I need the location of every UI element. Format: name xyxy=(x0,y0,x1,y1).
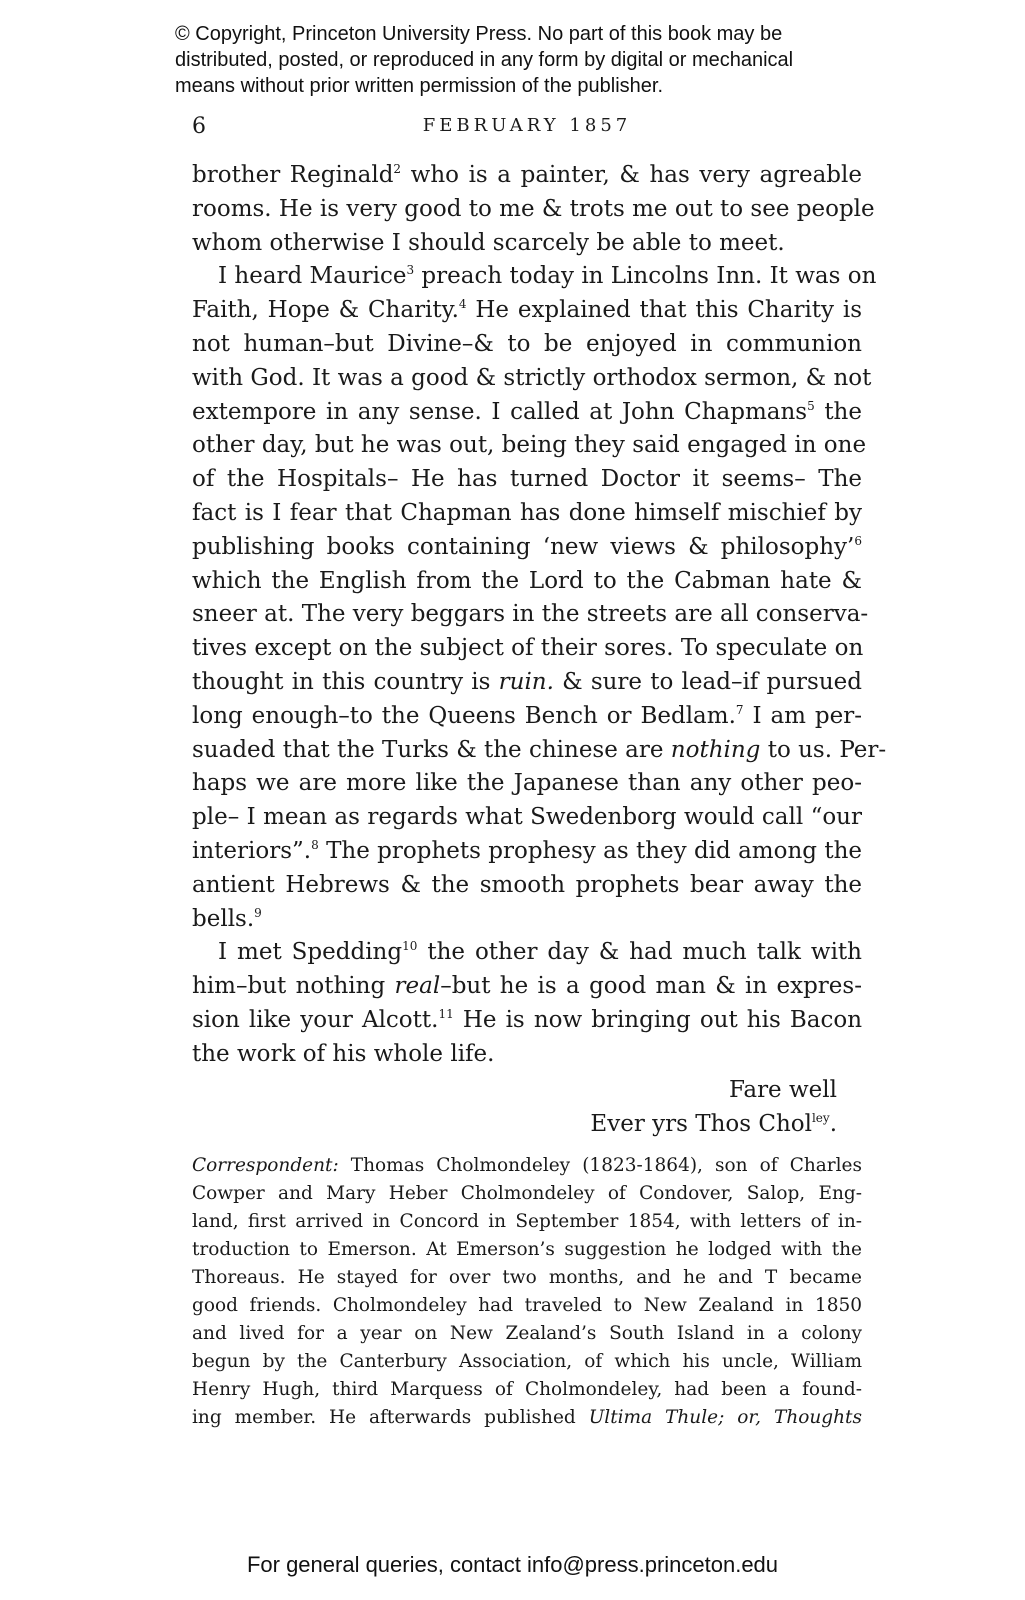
footnote-ref: 7 xyxy=(735,702,744,717)
text-line: which the English from the Lord to the Cabman hate & xyxy=(192,567,862,594)
footnote-ref: 8 xyxy=(311,837,319,852)
copyright-line: means without prior written permission of the publisher. xyxy=(175,75,664,97)
running-title: FEBRUARY 1857 xyxy=(422,115,632,136)
contact-footer: For general queries, contact info@press.princeton.edu xyxy=(246,1552,779,1577)
farewell: Fare well xyxy=(728,1077,837,1103)
text-line: I met Spedding$^{10}$ the other day & had much talk with xyxy=(218,939,862,966)
note-line: begun by the Canterbury Association, of which his uncle, William xyxy=(192,1351,862,1372)
copyright-line: © Copyright, Princeton University Press. No part of this book may be xyxy=(175,23,783,45)
italic-word: ruin. xyxy=(498,668,554,695)
italic-word: real xyxy=(394,973,441,1000)
text-line: with God. It was a good & strictly orthodox sermon, & not xyxy=(192,364,872,391)
note-line: Henry Hugh, third Marquess of Cholmondeley, had been a found- xyxy=(192,1379,862,1400)
text-line: I heard Maurice$^3$ preach today in Lincolns Inn. It was on xyxy=(218,263,877,290)
text-line: haps we are more like the Japanese than any other peo- xyxy=(192,770,862,797)
page-number: 6 xyxy=(192,114,206,139)
note-line: troduction to Emerson. At Emerson’s suggestion he lodged with the xyxy=(192,1239,862,1260)
letter-body xyxy=(192,159,887,1072)
signature: Ever yrs Thos Chol$^{ley}$. xyxy=(590,1110,837,1137)
footnote-ref: 10 xyxy=(402,939,418,954)
text-line: tives except on the subject of their sores. To speculate on xyxy=(192,635,864,662)
text-line: bells.$^9$ xyxy=(192,905,262,932)
copyright-notice xyxy=(175,21,895,99)
copyright-line: distributed, posted, or reproduced in any form by digital or mechanical xyxy=(175,49,794,71)
book-title: Ultima Thule; or, Thoughts xyxy=(588,1407,862,1428)
text-line: other day, but he was out, being they said engaged in one xyxy=(192,432,867,459)
text-line: rooms. He is very good to me & trots me out to see people xyxy=(192,195,875,222)
text-line: the work of his whole life. xyxy=(192,1040,495,1067)
text-line: ple– I mean as regards what Swedenborg would call “our xyxy=(192,804,862,831)
text-line: antient Hebrews & the smooth prophets bear away the xyxy=(192,871,862,898)
footnote-ref: 4 xyxy=(458,297,467,312)
italic-word: nothing xyxy=(670,736,761,763)
note-line: Correspondent: Thomas Cholmondeley (1823-1864), son of Charles xyxy=(192,1155,862,1176)
text-line: extempore in any sense. I called at John Chapmans$^5$ the xyxy=(192,398,862,425)
note-label: Correspondent: xyxy=(192,1155,339,1176)
text-line: interiors”.$^8$ The prophets prophesy as they did among the xyxy=(192,837,862,864)
footnote-ref: 11 xyxy=(438,1006,454,1021)
letter-closing xyxy=(192,1074,837,1142)
note-line: ing member. He afterwards published Ultima Thule; or, Thoughts xyxy=(192,1407,862,1428)
text-line: brother Reginald$^2$ who is a painter, & has very agreable xyxy=(192,162,862,188)
text-line: suaded that the Turks & the chinese are nothing to us. Per- xyxy=(192,736,887,763)
text-line: whom otherwise I should scarcely be able to meet. xyxy=(192,229,785,256)
note-line: land, first arrived in Concord in September 1854, with letters of in- xyxy=(192,1211,862,1232)
text-line: long enough–to the Queens Bench or Bedlam.$^7$ I am per- xyxy=(192,702,862,729)
footnote-ref: 6 xyxy=(854,533,862,548)
text-line: not human–but Divine–& to be enjoyed in communion xyxy=(192,330,862,357)
footnote-ref: 9 xyxy=(254,905,262,920)
note-line: and lived for a year on New Zealand’s South Island in a colony xyxy=(192,1323,862,1344)
text-line: fact is I fear that Chapman has done himself mischief by xyxy=(192,499,862,526)
text-line: sneer at. The very beggars in the streets are all conserva- xyxy=(192,601,869,628)
text-line: of the Hospitals– He has turned Doctor it seems– The xyxy=(192,466,862,493)
footnote-ref: 2 xyxy=(393,162,402,176)
note-line: Cowper and Mary Heber Cholmondeley of Condover, Salop, Eng- xyxy=(192,1183,862,1204)
footnote-ref: 5 xyxy=(807,398,815,413)
text-line: thought in this country is ruin. & sure to lead–if pursued xyxy=(192,668,862,695)
note-line: Thoreaus. He stayed for over two months, and he and T became xyxy=(192,1267,862,1288)
text-line: sion like your Alcott.$^{11}$ He is now bringing out his Bacon xyxy=(192,1006,863,1033)
text-line: publishing books containing ‘new views & philosophy’$^6$ xyxy=(192,533,862,560)
text-line: him–but nothing real–but he is a good man & in expres- xyxy=(192,973,862,1000)
running-head xyxy=(192,108,862,142)
footnote-ref: 3 xyxy=(406,263,415,278)
note-line: good friends. Cholmondeley had traveled to New Zealand in 1850 xyxy=(192,1295,862,1316)
text-line: Faith, Hope & Charity.$^4$ He explained that this Charity is xyxy=(192,297,862,324)
editorial-notes xyxy=(192,1152,862,1432)
